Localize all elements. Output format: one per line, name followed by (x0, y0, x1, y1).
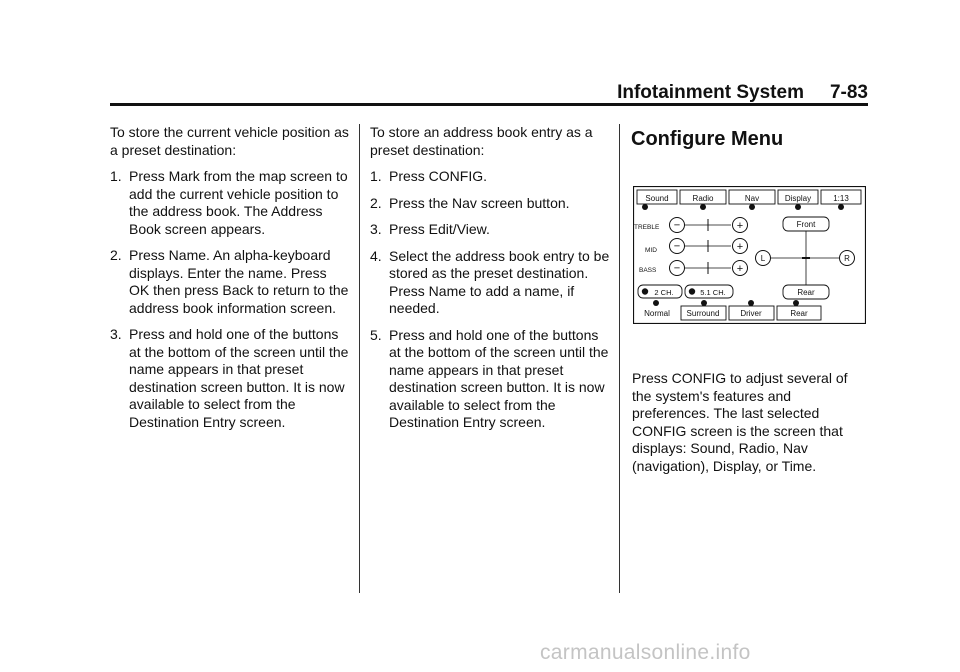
step-number: 3. (110, 326, 122, 342)
configure-menu-description: Press CONFIG to adjust several of the system's features and preferences. The last selected CONFIG screen is the screen that displays: Sound, Radio, Nav (navigation), Display, or Time. (632, 370, 848, 474)
config-menu-illustration (633, 186, 866, 324)
step-text: Press and hold one of the buttons at the bottom of the screen until the name appears in that preset destination screen button. It is now available to select from the Destination Entry screen. (129, 326, 349, 430)
tab-display-label: Display (784, 194, 812, 203)
eq-treble-slider (670, 218, 748, 233)
step-text: Press the Nav screen button. (389, 194, 570, 211)
column-middle-step-5 (370, 327, 610, 432)
channel-2ch-label: 2 CH. (654, 288, 674, 297)
fader-front-label: Front (796, 220, 816, 229)
tab-radio-label: Radio (692, 194, 714, 203)
step-number: 5. (370, 326, 382, 343)
eq-treble-label: TREBLE (634, 224, 660, 231)
step-number: 1. (370, 168, 382, 184)
column-left-step-1 (110, 168, 350, 238)
plus-icon: + (736, 241, 744, 253)
step-text: Press Mark from the map screen to add the current vehicle position to the address book. The Address Book screen appears. (129, 168, 348, 237)
tab-sound-label: Sound (645, 194, 669, 203)
mode-rear-label: Rear (790, 309, 808, 318)
tab-indicator-dot (749, 204, 755, 210)
mode-indicator-dot (748, 300, 754, 306)
step-text: Select the address book entry to be stored as the preset destination. Press Name to add a name, if needed. (389, 247, 610, 316)
step-text: Press Name. An alpha-keyboard displays. Enter the name. Press OK then press Back to return to the address book information screen. (129, 247, 349, 316)
mode-indicator-dot (701, 300, 707, 306)
column-middle-step-4 (370, 248, 610, 318)
header-rule (110, 103, 868, 106)
column-middle-step-2 (370, 195, 610, 213)
column-middle-intro: To store an address book entry as a preset destination: (370, 124, 593, 158)
mode-indicator-dot (793, 300, 799, 306)
step-number: 4. (370, 247, 382, 264)
section-title: Configure Menu (631, 128, 784, 150)
fader-rear-label: Rear (797, 288, 815, 297)
header-section-title: Infotainment System (617, 82, 804, 103)
step-number: 1. (110, 168, 122, 184)
column-left-intro: To store the current vehicle position as a preset destination: (110, 124, 349, 158)
tab-indicator-dot (838, 204, 844, 210)
minus-icon: − (673, 219, 681, 232)
column-left-step-3 (110, 326, 350, 431)
column-middle (370, 124, 610, 441)
mode-normal-label: Normal (644, 309, 670, 318)
tab-nav-label: Nav (744, 194, 760, 203)
minus-icon: − (673, 240, 681, 253)
minus-icon: − (673, 262, 681, 275)
column-right-body (632, 370, 868, 484)
eq-mid-slider (670, 239, 748, 254)
tab-indicator-dot (795, 204, 801, 210)
mode-driver-label: Driver (740, 309, 762, 318)
step-number: 2. (110, 247, 122, 263)
eq-mid-label: MID (645, 247, 657, 254)
step-text: Press Edit/View. (389, 221, 490, 237)
column-middle-step-3 (370, 221, 610, 239)
tab-indicator-dot (642, 204, 648, 210)
mode-surround-label: Surround (686, 309, 720, 318)
balance-right-label: R (844, 254, 850, 263)
plus-icon: + (736, 220, 744, 232)
step-text: Press CONFIG. (389, 168, 488, 184)
step-number: 2. (370, 194, 382, 211)
tab-time-label: 1:13 (833, 194, 849, 203)
radio-selected-dot (689, 288, 695, 294)
step-number: 3. (370, 221, 382, 237)
step-text: Press and hold one of the buttons at the bottom of the screen until the name appears in that preset destination screen button. It is now available to select from the Destination Entry screen. (389, 326, 609, 430)
column-divider-right (619, 124, 620, 593)
radio-selected-dot (642, 288, 648, 294)
eq-bass-slider (670, 261, 748, 276)
balance-left-label: L (760, 254, 766, 263)
mode-indicator-dot (653, 300, 659, 306)
column-left (110, 124, 350, 440)
header-page-number: 7-83 (829, 82, 868, 103)
plus-icon: + (736, 263, 744, 275)
column-divider-left (359, 124, 360, 593)
channel-51ch-label: 5.1 CH. (700, 288, 726, 297)
footer-watermark: carmanualsonline.info (540, 641, 751, 664)
tab-indicator-dot (700, 204, 706, 210)
column-middle-step-1 (370, 168, 610, 186)
column-left-step-2 (110, 247, 350, 317)
running-header (110, 82, 868, 104)
eq-bass-label: BASS (639, 267, 657, 274)
